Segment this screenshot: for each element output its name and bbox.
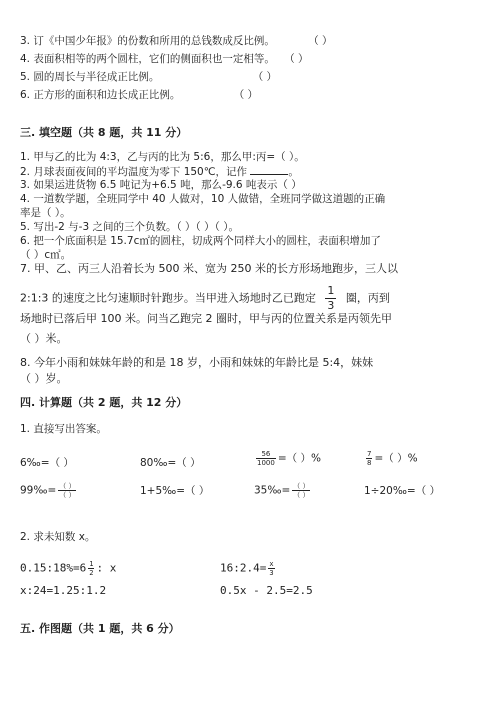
calc-r1-c4 (364, 450, 418, 467)
calc-p2: 2. 求未知数 x。 (20, 531, 96, 543)
fill-q7d: （ ）米。 (20, 332, 68, 345)
fraction-numerator: x (269, 560, 274, 568)
section5-title: 五. 作图题（共 1 题，共 6 分） (20, 622, 180, 635)
fill-q2 (20, 164, 299, 179)
calc-p1: 1. 直接写出答案。 (20, 423, 107, 435)
fill-q7b-text: 2:1:3 的速度之比匀速顺时针跑步。当甲进入场地时乙已跑定 (20, 291, 316, 305)
judge-q6-text: 6. 正方形的面积和边长成正比例。 (20, 89, 181, 101)
fill-q7c: 场地时已落后甲 100 米。问当乙跑完 2 圈时，甲与丙的位置关系是丙领先甲 (20, 312, 392, 325)
fraction-denominator: 1000 (257, 459, 275, 467)
judge-q4-text: 4. 表面积相等的两个圆柱，它们的侧面积也一定相等。 (20, 53, 275, 65)
fraction-numerator: 7 (367, 450, 372, 458)
section4-title: 四. 计算题（共 2 题，共 12 分） (20, 396, 188, 409)
fill-q3: 3. 如果运进货物 6.5 吨记为+6.5 吨，那么-9.6 吨表示（ ） (20, 179, 302, 191)
fill-q2-end: 。 (288, 166, 299, 178)
calc-r1-c4-rest: =（ ）% (374, 452, 418, 465)
judge-q4 (20, 52, 309, 66)
answer-blank[interactable] (250, 164, 288, 175)
answer-paren[interactable]: （ ） (233, 89, 259, 101)
fraction-numerator[interactable]: （ ） (293, 482, 310, 490)
fill-q2-text: 2. 月球表面夜间的平均温度为零下 150℃，记作 (20, 166, 248, 178)
fraction-denominator: 3 (327, 299, 335, 312)
equation-2 (220, 560, 277, 577)
calc-r2-c1 (20, 482, 78, 499)
fraction (292, 482, 310, 499)
calc-r2-c4: 1÷20‰=（ ） (364, 485, 441, 497)
calc-r2-c1-pre: 99‰= (20, 484, 57, 497)
fraction (268, 560, 274, 577)
calc-r2-c3-pre: 35‰= (254, 484, 291, 497)
judge-q3 (20, 34, 333, 48)
calc-r2-c2: 1+5‰=（ ） (140, 485, 210, 497)
fill-q8a: 8. 今年小雨和妹妹年龄的和是 18 岁，小雨和妹妹的年龄比是 5:4，妹妹 (20, 356, 374, 369)
answer-paren[interactable]: （ ） (308, 35, 333, 47)
answer-paren[interactable]: （ ） (284, 53, 309, 65)
fill-q1: 1. 甲与乙的比为 4:3，乙与丙的比为 5:6，那么甲:丙=（ ）。 (20, 151, 305, 163)
judge-q5-text: 5. 圆的周长与半径成正比例。 (20, 71, 160, 83)
equation-3: x:24=1.25:1.2 (20, 584, 107, 597)
calc-r1-c1: 6‰=（ ） (20, 457, 74, 469)
fill-q6a: 6. 把一个底面积是 15.7c㎡的圆柱，切成两个同样大小的圆柱，表面积增加了 (20, 235, 381, 247)
fraction-numerator: 1 (89, 560, 94, 568)
fraction-denominator: 8 (367, 459, 372, 467)
fraction-denominator[interactable]: （ ） (59, 491, 76, 499)
fill-q7b-end: 圈，丙到 (345, 291, 390, 305)
fill-q6b: （ ）c㎡。 (20, 249, 72, 261)
calc-r1-c3-rest: =（ ）% (277, 452, 321, 465)
fraction (366, 450, 372, 467)
judge-q6 (20, 88, 258, 102)
calc-r2-c3 (254, 482, 312, 499)
fill-q8b: （ ）岁。 (20, 372, 68, 385)
section3-title: 三. 填空题（共 8 题，共 11 分） (20, 126, 188, 139)
fraction-numerator[interactable]: （ ） (59, 482, 76, 490)
fraction-denominator: 2 (89, 569, 94, 577)
judge-q3-text: 3. 订《中国少年报》的份数和所用的总钱数成反比例。 (20, 35, 275, 47)
calc-r1-c2: 80‰=（ ） (140, 457, 201, 469)
fill-q7b (20, 284, 390, 313)
fraction (256, 450, 276, 467)
fraction (88, 560, 94, 577)
equation-4: 0.5x - 2.5=2.5 (220, 584, 313, 597)
calc-r1-c3 (254, 450, 321, 467)
equation-1-a: 0.15:18%=6 (20, 561, 87, 575)
equation-2-a: 16:2.4= (220, 561, 267, 575)
fraction (58, 482, 76, 499)
fill-q7a: 7. 甲、乙、丙三人沿着长为 500 米、宽为 250 米的长方形场地跑步，三人以 (20, 262, 398, 275)
equation-1-b: : x (96, 561, 117, 575)
judge-q5 (20, 70, 277, 84)
answer-paren[interactable]: （ ） (252, 71, 278, 83)
fraction-denominator: 3 (269, 569, 274, 577)
fill-q4b: 率是（ ）。 (20, 207, 71, 219)
fraction-numerator: 1 (327, 284, 335, 297)
fraction-numerator: 56 (256, 450, 276, 459)
fill-q4a: 4. 一道数学题，全班同学中 40 人做对，10 人做错，全班同学做这道题的正确 (20, 193, 386, 205)
fraction-denominator[interactable]: （ ） (293, 491, 310, 499)
fill-q5: 5. 写出-2 与-3 之间的三个负数。（ ）（ ）（ ）。 (20, 221, 239, 233)
fraction-one-third (325, 284, 336, 313)
equation-1 (20, 560, 116, 577)
